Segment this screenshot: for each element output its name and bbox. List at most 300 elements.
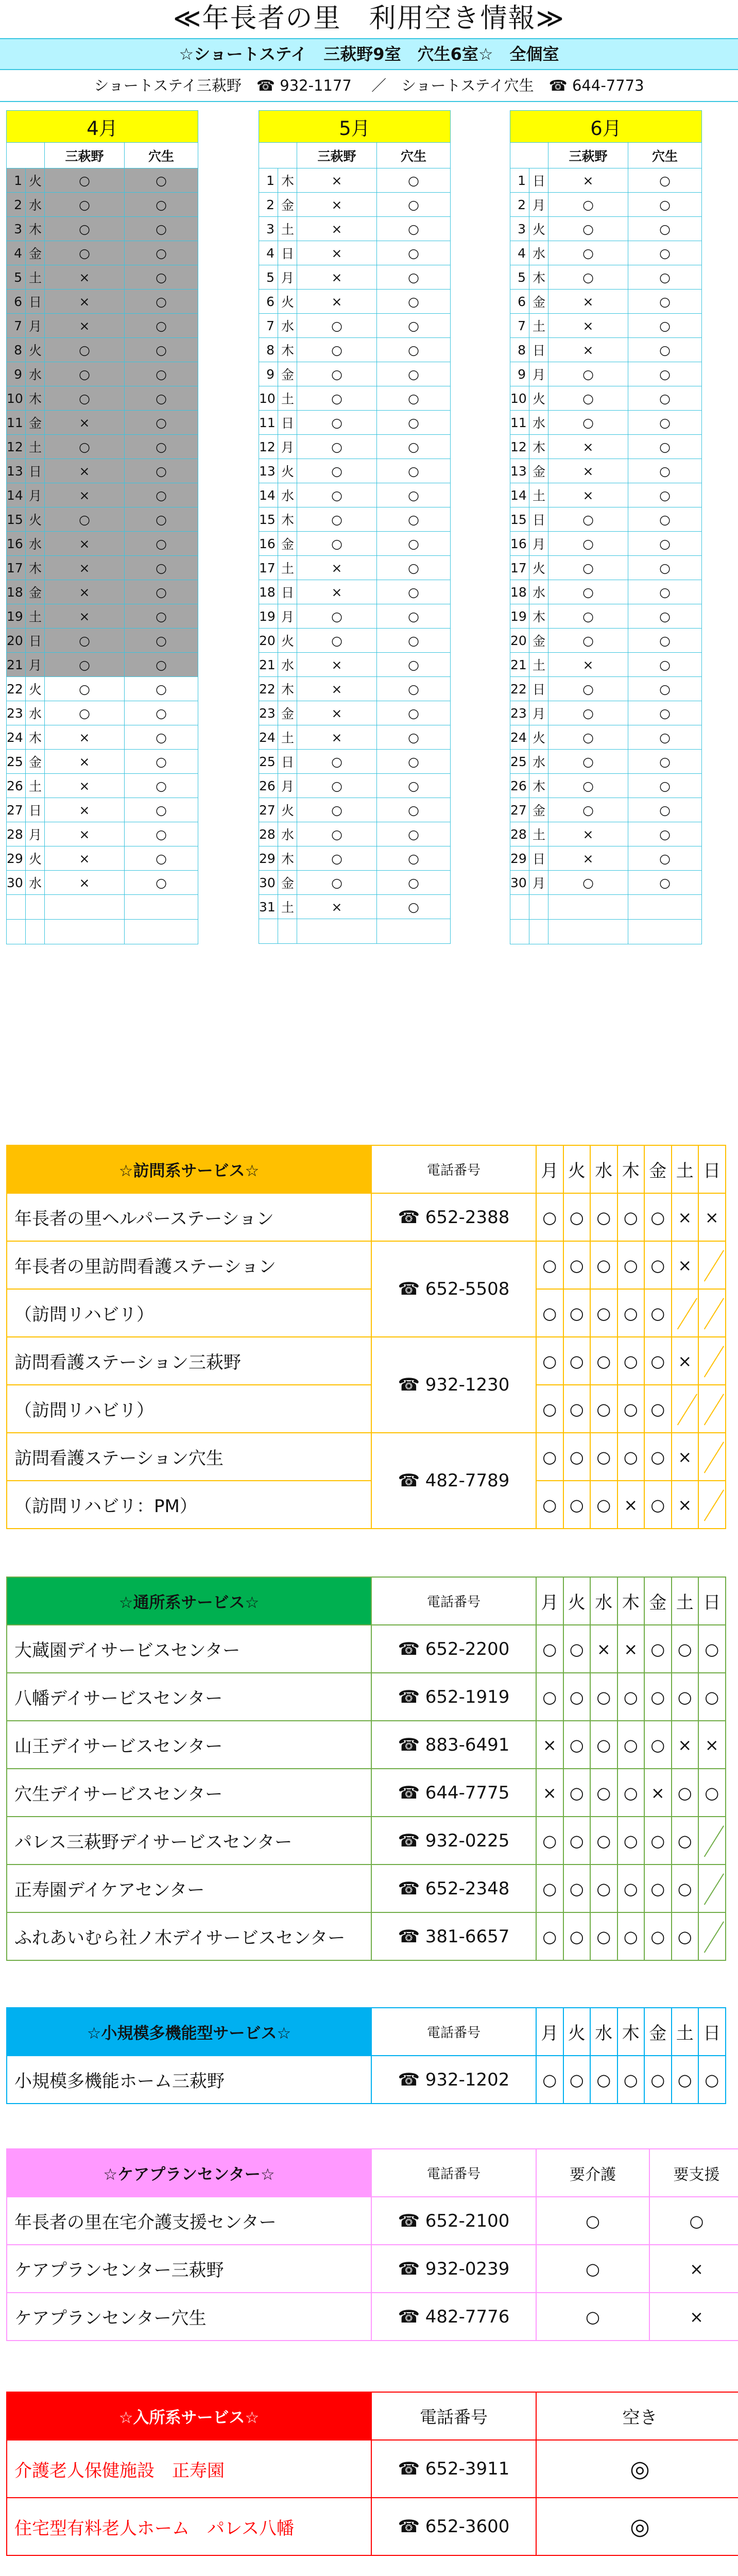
availability-mark: × — [617, 1625, 645, 1673]
day-number: 30 — [259, 871, 278, 895]
vacancy-mihagino: × — [297, 725, 377, 750]
availability-mark: ○ — [590, 1865, 617, 1912]
vacancy-mihagino: ○ — [297, 798, 377, 822]
vacancy-anou: ○ — [377, 483, 451, 507]
day-row — [7, 193, 198, 217]
empty-cell — [548, 895, 628, 920]
availability-mark: ○ — [644, 2056, 672, 2104]
weekday: 土 — [529, 822, 548, 846]
day-number: 23 — [259, 701, 278, 725]
availability-mark: ○ — [536, 1241, 563, 1289]
weekday-header: 金 — [644, 1145, 672, 1193]
phone-number: ☎ 932-1230 — [371, 1337, 536, 1433]
phone-number: ☎ 932-1202 — [371, 2056, 536, 2104]
vacancy-anou: ○ — [377, 193, 451, 217]
vacancy-mihagino: ○ — [45, 241, 125, 265]
vacancy-mihagino: ○ — [548, 362, 628, 386]
service-row — [7, 1673, 726, 1721]
empty-cell — [125, 895, 198, 920]
day-number: 24 — [259, 725, 278, 750]
day-number: 15 — [7, 507, 26, 532]
weekday: 日 — [529, 677, 548, 701]
day-row — [510, 677, 702, 701]
vacancy-mihagino: ○ — [548, 629, 628, 653]
availability-support: ○ — [649, 2197, 738, 2245]
vacancy-mihagino: ○ — [45, 507, 125, 532]
vacancy-mihagino: × — [297, 290, 377, 314]
availability-mark: ○ — [644, 1289, 672, 1337]
availability-mark: ○ — [590, 2056, 617, 2104]
day-row — [259, 774, 451, 798]
availability-mark: ○ — [590, 1385, 617, 1433]
day-row — [259, 217, 451, 241]
no-service-cell — [698, 1481, 726, 1529]
weekday: 土 — [278, 217, 297, 241]
vacancy-anou: ○ — [628, 774, 702, 798]
category-title: ☆通所系サービス☆ — [7, 1577, 371, 1625]
day-row — [259, 507, 451, 532]
no-service-cell — [698, 1385, 726, 1433]
col-header-anou: 穴生 — [125, 143, 198, 168]
day-row — [7, 435, 198, 459]
vacancy-mihagino: × — [45, 532, 125, 556]
availability-mark: ○ — [644, 1481, 672, 1529]
weekday: 水 — [278, 653, 297, 677]
day-number: 29 — [7, 846, 26, 871]
vacancy-anou: ○ — [377, 314, 451, 338]
vacancy-anou: ○ — [125, 846, 198, 871]
empty-cell — [45, 920, 125, 944]
day-number: 24 — [7, 725, 26, 750]
vacancy-anou: ○ — [377, 774, 451, 798]
day-row — [510, 362, 702, 386]
category-title: ☆ケアプランセンター☆ — [7, 2149, 371, 2197]
weekday: 月 — [529, 362, 548, 386]
weekday: 金 — [529, 629, 548, 653]
vacancy-anou: ○ — [125, 701, 198, 725]
availability-mark: ○ — [590, 1433, 617, 1481]
day-row — [7, 725, 198, 750]
empty-cell — [125, 920, 198, 944]
availability-mark: ○ — [672, 1912, 699, 1960]
availability-mark: ○ — [563, 1241, 591, 1289]
vacancy-anou: ○ — [125, 314, 198, 338]
vacancy-anou: ○ — [377, 168, 451, 193]
vacancy-anou: ○ — [628, 459, 702, 483]
day-row — [510, 459, 702, 483]
vacancy-anou: ○ — [628, 193, 702, 217]
month-label: 6月 — [510, 111, 702, 143]
service-row — [7, 1481, 726, 1529]
vacancy-anou: ○ — [125, 629, 198, 653]
weekday: 月 — [529, 871, 548, 895]
col-header-vacancy: 空き — [536, 2392, 738, 2440]
service-row — [7, 1865, 726, 1912]
weekday: 水 — [26, 871, 45, 895]
day-number: 17 — [7, 556, 26, 580]
vacancy-mihagino: × — [45, 459, 125, 483]
tel-header: 電話番号 — [371, 1577, 536, 1625]
service-name: 大蔵園デイサービスセンター — [7, 1625, 371, 1673]
weekday: 木 — [26, 556, 45, 580]
vacancy-anou: ○ — [377, 411, 451, 435]
vacancy-mihagino: × — [548, 290, 628, 314]
calendar-month-2 — [259, 110, 451, 944]
availability-mark: ○ — [536, 1337, 563, 1385]
day-row — [510, 435, 702, 459]
availability-mark: ○ — [617, 1673, 645, 1721]
vacancy-anou: ○ — [377, 895, 451, 919]
day-col-header — [259, 143, 297, 168]
empty-cell — [529, 895, 548, 920]
day-number: 11 — [510, 411, 529, 435]
day-number: 10 — [510, 386, 529, 411]
weekday: 金 — [26, 580, 45, 604]
availability-mark: ○ — [672, 1673, 699, 1721]
vacancy-anou: ○ — [377, 241, 451, 265]
weekday-header: 水 — [590, 2008, 617, 2056]
availability-mark: ○ — [698, 1625, 726, 1673]
weekday: 火 — [529, 725, 548, 750]
availability-mark: ○ — [563, 1193, 591, 1241]
weekday-header: 金 — [644, 1577, 672, 1625]
vacancy-mihagino: × — [45, 556, 125, 580]
calendar-month-1 — [6, 110, 198, 944]
service-row — [7, 1337, 726, 1385]
day-number: 15 — [259, 507, 278, 532]
day-number: 20 — [259, 629, 278, 653]
availability-mark: ○ — [644, 1721, 672, 1769]
empty-cell — [510, 895, 529, 920]
weekday: 土 — [26, 435, 45, 459]
vacancy-mihagino: × — [297, 193, 377, 217]
weekday: 水 — [529, 580, 548, 604]
availability-mark: × — [672, 1433, 699, 1481]
weekday: 木 — [26, 725, 45, 750]
day-row — [259, 629, 451, 653]
vacancy-mihagino: × — [45, 750, 125, 774]
day-row — [259, 653, 451, 677]
day-number: 30 — [510, 871, 529, 895]
day-row — [510, 411, 702, 435]
day-row — [7, 217, 198, 241]
day-number: 16 — [510, 532, 529, 556]
service-name: 年長者の里訪問看護ステーション — [7, 1241, 371, 1289]
weekday: 土 — [278, 556, 297, 580]
vacancy-mihagino: × — [548, 435, 628, 459]
empty-cell — [529, 920, 548, 944]
day-number: 10 — [7, 386, 26, 411]
day-number: 7 — [7, 314, 26, 338]
weekday-header: 木 — [617, 2008, 645, 2056]
vacancy-mihagino: × — [297, 580, 377, 604]
vacancy-mihagino: × — [297, 217, 377, 241]
tel-header: 電話番号 — [371, 2392, 536, 2440]
vacancy-anou: ○ — [628, 217, 702, 241]
phone-number: ☎ 652-3600 — [371, 2498, 536, 2555]
weekday: 木 — [278, 677, 297, 701]
availability-care: ○ — [536, 2197, 649, 2245]
day-number: 22 — [510, 677, 529, 701]
availability-mark: ○ — [698, 1769, 726, 1817]
day-number: 1 — [510, 168, 529, 193]
day-row — [259, 290, 451, 314]
vacancy-mihagino: ○ — [45, 362, 125, 386]
day-row — [7, 629, 198, 653]
vacancy-anou: ○ — [377, 822, 451, 846]
service-row — [7, 1289, 726, 1337]
vacancy-anou: ○ — [628, 314, 702, 338]
day-row — [7, 386, 198, 411]
vacancy-anou: ○ — [377, 604, 451, 629]
vacancy-mihagino: × — [548, 846, 628, 871]
availability-mark: ○ — [644, 1433, 672, 1481]
no-service-cell — [698, 1912, 726, 1960]
phone-number: ☎ 482-7776 — [371, 2293, 536, 2341]
vacancy-mihagino: × — [45, 580, 125, 604]
day-number: 18 — [259, 580, 278, 604]
availability-mark: ○ — [617, 1289, 645, 1337]
vacancy-mihagino: × — [45, 871, 125, 895]
service-name: 訪問看護ステーション三萩野 — [7, 1337, 371, 1385]
vacancy-anou: ○ — [628, 653, 702, 677]
vacancy-mihagino: × — [45, 483, 125, 507]
weekday-header: 火 — [563, 1145, 591, 1193]
vacancy-mihagino: × — [297, 677, 377, 701]
availability-mark: ○ — [672, 2056, 699, 2104]
day-row — [7, 871, 198, 895]
vacancy-mihagino: ○ — [548, 580, 628, 604]
day-number: 5 — [510, 265, 529, 290]
vacancy-anou: ○ — [125, 677, 198, 701]
weekday: 水 — [529, 241, 548, 265]
day-row — [7, 580, 198, 604]
service-name: 住宅型有料老人ホーム パレス八幡 — [7, 2498, 371, 2555]
weekday: 水 — [26, 701, 45, 725]
vacancy-mihagino: ○ — [45, 168, 125, 193]
weekday: 月 — [26, 314, 45, 338]
empty-row — [7, 895, 198, 920]
service-row — [7, 2245, 738, 2293]
category-title: ☆訪問系サービス☆ — [7, 1145, 371, 1193]
vacancy-anou: ○ — [377, 725, 451, 750]
vacancy-mihagino: × — [45, 290, 125, 314]
day-number: 8 — [7, 338, 26, 362]
vacancy-mihagino: × — [297, 241, 377, 265]
day-row — [259, 895, 451, 919]
weekday: 木 — [529, 265, 548, 290]
service-row — [7, 2197, 738, 2245]
availability-mark: ○ — [536, 2056, 563, 2104]
vacancy-mihagino: × — [297, 653, 377, 677]
vacancy-mihagino: ○ — [297, 532, 377, 556]
availability-mark: ○ — [563, 1817, 591, 1865]
vacancy-mihagino: ○ — [297, 604, 377, 629]
availability-mark: ○ — [536, 1625, 563, 1673]
day-row — [510, 241, 702, 265]
availability-mark: ○ — [590, 1769, 617, 1817]
weekday: 土 — [278, 725, 297, 750]
day-number: 13 — [259, 459, 278, 483]
weekday: 金 — [529, 798, 548, 822]
vacancy-anou: ○ — [377, 556, 451, 580]
weekday-header: 土 — [672, 2008, 699, 2056]
availability-mark: ○ — [644, 1865, 672, 1912]
day-number: 2 — [259, 193, 278, 217]
weekday: 水 — [278, 483, 297, 507]
availability-mark: ○ — [590, 1481, 617, 1529]
vacancy-mihagino: ○ — [548, 750, 628, 774]
page-title: ≪年長者の里 利用空き情報≫ — [173, 3, 565, 34]
vacancy-anou: ○ — [125, 507, 198, 532]
day-number: 9 — [7, 362, 26, 386]
empty-cell — [7, 920, 26, 944]
day-number: 28 — [510, 822, 529, 846]
no-service-cell — [698, 1865, 726, 1912]
availability-mark: ○ — [590, 1721, 617, 1769]
vacancy-mihagino: × — [548, 314, 628, 338]
vacancy-anou: ○ — [377, 653, 451, 677]
vacancy-mihagino: ○ — [297, 338, 377, 362]
vacancy-mihagino: ○ — [548, 677, 628, 701]
availability-mark: ○ — [590, 1289, 617, 1337]
availability-mark: ○ — [563, 1769, 591, 1817]
availability-mark: ○ — [617, 1769, 645, 1817]
day-row — [7, 677, 198, 701]
day-number: 29 — [259, 846, 278, 871]
service-row — [7, 2498, 738, 2555]
day-number: 20 — [510, 629, 529, 653]
vacancy-anou: ○ — [377, 290, 451, 314]
weekday: 日 — [529, 168, 548, 193]
day-number: 24 — [510, 725, 529, 750]
service-name: 年長者の里ヘルパーステーション — [7, 1193, 371, 1241]
availability-mark: ○ — [590, 1241, 617, 1289]
weekday: 木 — [529, 604, 548, 629]
vacancy-anou: ○ — [628, 701, 702, 725]
vacancy-mihagino: × — [45, 846, 125, 871]
weekday: 火 — [278, 629, 297, 653]
day-row — [510, 193, 702, 217]
day-number: 7 — [510, 314, 529, 338]
weekday-header: 日 — [698, 1145, 726, 1193]
vacancy-mihagino: × — [45, 314, 125, 338]
day-number: 9 — [510, 362, 529, 386]
availability-mark: ○ — [563, 1673, 591, 1721]
vacancy-anou: ○ — [628, 411, 702, 435]
day-row — [259, 750, 451, 774]
day-row — [259, 871, 451, 895]
vacancy-mihagino: ○ — [297, 362, 377, 386]
day-number: 16 — [259, 532, 278, 556]
weekday: 水 — [529, 411, 548, 435]
day-row — [259, 822, 451, 846]
weekday: 木 — [529, 774, 548, 798]
weekday-header: 水 — [590, 1145, 617, 1193]
weekday: 日 — [529, 338, 548, 362]
availability-mark: × — [672, 1721, 699, 1769]
day-number: 28 — [259, 822, 278, 846]
weekday: 水 — [26, 193, 45, 217]
vacancy-mihagino: ○ — [548, 725, 628, 750]
availability-mark: × — [698, 1721, 726, 1769]
day-row — [510, 338, 702, 362]
day-row — [259, 362, 451, 386]
col-header-care: 要介護 — [536, 2149, 649, 2197]
day-row — [510, 871, 702, 895]
empty-cell — [7, 895, 26, 920]
day-row — [7, 653, 198, 677]
vacancy-mihagino: ○ — [297, 871, 377, 895]
vacancy-mihagino: × — [45, 265, 125, 290]
phone-number: ☎ 644-7775 — [371, 1769, 536, 1817]
day-row — [510, 798, 702, 822]
day-row — [259, 532, 451, 556]
weekday: 土 — [26, 604, 45, 629]
availability-mark: ○ — [617, 1817, 645, 1865]
weekday: 火 — [529, 217, 548, 241]
vacancy-anou: ○ — [628, 265, 702, 290]
weekday: 月 — [529, 701, 548, 725]
availability-mark: ○ — [617, 1721, 645, 1769]
vacancy-mihagino: ○ — [297, 822, 377, 846]
day-number: 4 — [259, 241, 278, 265]
day-number: 26 — [259, 774, 278, 798]
day-number: 7 — [259, 314, 278, 338]
day-number: 21 — [259, 653, 278, 677]
service-name: ケアプランセンター三萩野 — [7, 2245, 371, 2293]
vacancy-anou: ○ — [377, 338, 451, 362]
availability-mark: ○ — [563, 1289, 591, 1337]
vacancy-mihagino: × — [45, 725, 125, 750]
day-number: 20 — [7, 629, 26, 653]
day-number: 15 — [510, 507, 529, 532]
weekday: 日 — [26, 798, 45, 822]
availability-mark: × — [672, 1193, 699, 1241]
vacancy-mihagino: ○ — [297, 483, 377, 507]
day-number: 25 — [510, 750, 529, 774]
day-number: 4 — [7, 241, 26, 265]
service-row — [7, 1241, 726, 1289]
vacancy-anou: ○ — [125, 725, 198, 750]
vacancy-anou: ○ — [377, 846, 451, 871]
weekday: 土 — [26, 265, 45, 290]
weekday-header: 金 — [644, 2008, 672, 2056]
day-row — [259, 459, 451, 483]
day-row — [259, 556, 451, 580]
vacancy-anou: ○ — [125, 871, 198, 895]
vacancy-anou: ○ — [125, 604, 198, 629]
service-name: 年長者の里在宅介護支援センター — [7, 2197, 371, 2245]
service-name: ケアプランセンター穴生 — [7, 2293, 371, 2341]
weekday: 火 — [26, 168, 45, 193]
vacancy-mihagino: × — [548, 459, 628, 483]
vacancy-mihagino: ○ — [548, 701, 628, 725]
availability-mark: × — [617, 1481, 645, 1529]
service-name: 八幡デイサービスセンター — [7, 1673, 371, 1721]
day-number: 26 — [7, 774, 26, 798]
vacancy-anou: ○ — [377, 507, 451, 532]
day-number: 19 — [510, 604, 529, 629]
empty-cell — [278, 919, 297, 944]
vacancy-anou: ○ — [628, 507, 702, 532]
vacancy-anou: ○ — [377, 265, 451, 290]
weekday-header: 日 — [698, 1577, 726, 1625]
weekday: 土 — [278, 895, 297, 919]
availability-mark: ○ — [563, 1433, 591, 1481]
day-row — [7, 265, 198, 290]
weekday: 土 — [529, 483, 548, 507]
